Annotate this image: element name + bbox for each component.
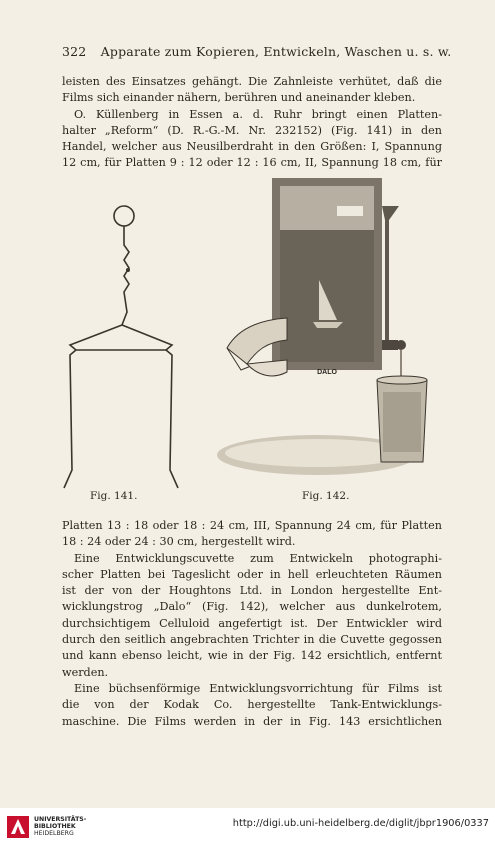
text-line: 18 : 24 oder 24 : 30 cm, hergestellt wird.	[62, 535, 296, 549]
text-line: Handel, welcher aus Neusilberdraht in den Größen: I, Spannung	[62, 140, 442, 154]
page-header	[62, 44, 462, 59]
text-line: durch den seitlich angebrachten Trichter in die Cuvette gegossen	[62, 633, 442, 647]
tray-label: DALO	[317, 369, 337, 376]
text-line: durchsichtigem Celluloid angefertigt ist. Der Entwickler wird	[62, 616, 442, 630]
text-line: leisten des Einsatzes gehängt. Die Zahnleiste verhütet, daß die	[62, 75, 442, 88]
figure-142-caption: Fig. 142.	[302, 490, 350, 502]
text-line: halter „Reform“ (D. R.-G.-M. Nr. 232152) (Fig. 141) in den	[62, 123, 442, 137]
text-line: Platten 13 : 18 oder 18 : 24 cm, III, Spannung 24 cm, für Platten	[62, 519, 442, 532]
running-title: Apparate zum Kopieren, Entwickeln, Waschen u. s. w.	[100, 44, 452, 59]
source-url-link[interactable]: http://digi.ub.uni-heidelberg.de/diglit/jbpr1906/0337	[232, 818, 489, 829]
library-name-line: HEIDELBERG	[34, 830, 74, 837]
text-line: ist der von der Houghtons Ltd. in London hergestellte Ent-	[62, 584, 442, 598]
text-line: wicklungstrog „Dalo“ (Fig. 142), welcher aus dunkelrotem,	[62, 600, 442, 614]
text-line: die von der Kodak Co. hergestellte Tank-Entwicklungs-	[62, 698, 442, 712]
developing-tray-illustration	[217, 170, 442, 490]
library-name	[34, 816, 86, 837]
text-line: Films sich einander nähern, berühren und aneinander kleben.	[62, 91, 416, 105]
text-line: werden.	[62, 665, 109, 679]
text-line: maschine. Die Films werden in der in Fig. 143 ersichtlichen	[62, 714, 442, 728]
text-line: Eine Entwicklungscuvette zum Entwickeln photographi-	[74, 551, 442, 565]
text-line: O. Küllenberg in Essen a. d. Ruhr bringt einen Platten-	[74, 107, 442, 121]
text-line: scher Platten bei Tageslicht oder in hell erleuchteten Räumen	[62, 567, 442, 581]
library-name-line: UNIVERSITÄTS-	[34, 816, 87, 823]
bottom-paragraphs	[62, 518, 442, 730]
figure-141-caption: Fig. 141.	[90, 490, 138, 502]
library-logo-icon	[5, 814, 31, 840]
page-number: 322	[62, 44, 87, 59]
plate-holder-illustration	[62, 200, 202, 490]
library-name-line: BIBLIOTHEK	[34, 823, 76, 830]
footer-bar	[0, 808, 495, 845]
figures-area	[62, 170, 442, 505]
text-line: und kann ebenso leicht, wie in der Fig. 142 ersichtlich, entfernt	[62, 649, 442, 663]
text-line: 12 cm, für Platten 9 : 12 oder 12 : 16 cm, II, Spannung 18 cm, für	[62, 156, 442, 170]
text-line: Eine büchsenförmige Entwicklungsvorrichtung für Films ist	[74, 681, 442, 695]
top-paragraphs	[62, 74, 442, 172]
